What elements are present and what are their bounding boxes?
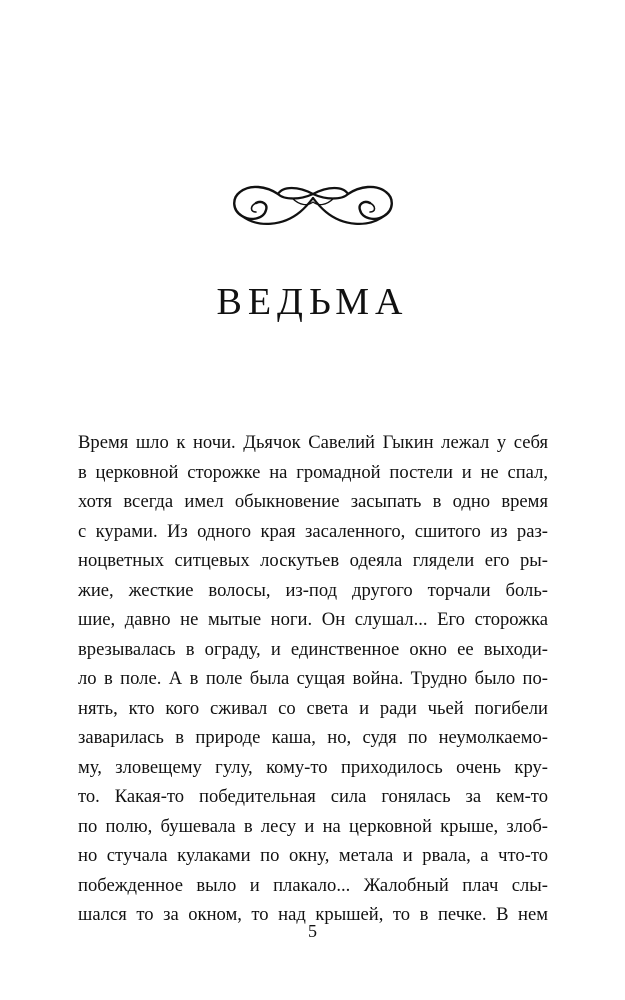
text-line: по полю, бушевала в лесу и на церковной крыше, злоб- bbox=[78, 815, 548, 837]
text-line: в церковной сторожке на громадной постели и не спал, bbox=[78, 461, 548, 483]
text-line: врезывалась в ограду, и единственное окно ее выходи- bbox=[78, 638, 548, 660]
text-line: ло в поле. А в поле была сущая война. Трудно было по- bbox=[78, 668, 548, 689]
text-line: ноцветных ситцевых лоскутьев одеяла глядели его ры- bbox=[78, 550, 548, 571]
page-number: 5 bbox=[308, 921, 317, 941]
text-line: заварилась в природе каша, но, судя по неумолкаемо- bbox=[78, 727, 548, 748]
text-line: побежденное выло и плакало... Жалобный плач слы- bbox=[78, 874, 548, 896]
text-line: шие, давно не мытые ноги. Он слушал... Его сторожка bbox=[78, 609, 548, 630]
text-line: шался то за окном, то над крышей, то в печке. В нем bbox=[78, 904, 548, 925]
text-line: нять, кто кого сживал со света и ради чьей погибели bbox=[78, 697, 548, 719]
text-line: но стучала кулаками по окну, метала и рвала, а что-то bbox=[78, 845, 548, 866]
flourish-ornament-icon bbox=[228, 176, 398, 234]
text-line: Время шло к ночи. Дьячок Савелий Гыкин лежал у себя bbox=[78, 432, 548, 453]
text-line: хотя всегда имел обыкновение засыпать в одно время bbox=[78, 491, 548, 512]
text-line: с курами. Из одного края засаленного, сшитого из раз- bbox=[78, 520, 548, 542]
text-line: му, зловещему гулу, кому-то приходилось очень кру- bbox=[78, 756, 548, 778]
chapter-title: ВЕДЬМА bbox=[216, 281, 409, 323]
text-line: жие, жесткие волосы, из-под другого торчали боль- bbox=[78, 579, 548, 601]
body-text bbox=[78, 428, 548, 930]
text-line: то. Какая-то победительная сила гонялась за кем-то bbox=[78, 786, 548, 807]
